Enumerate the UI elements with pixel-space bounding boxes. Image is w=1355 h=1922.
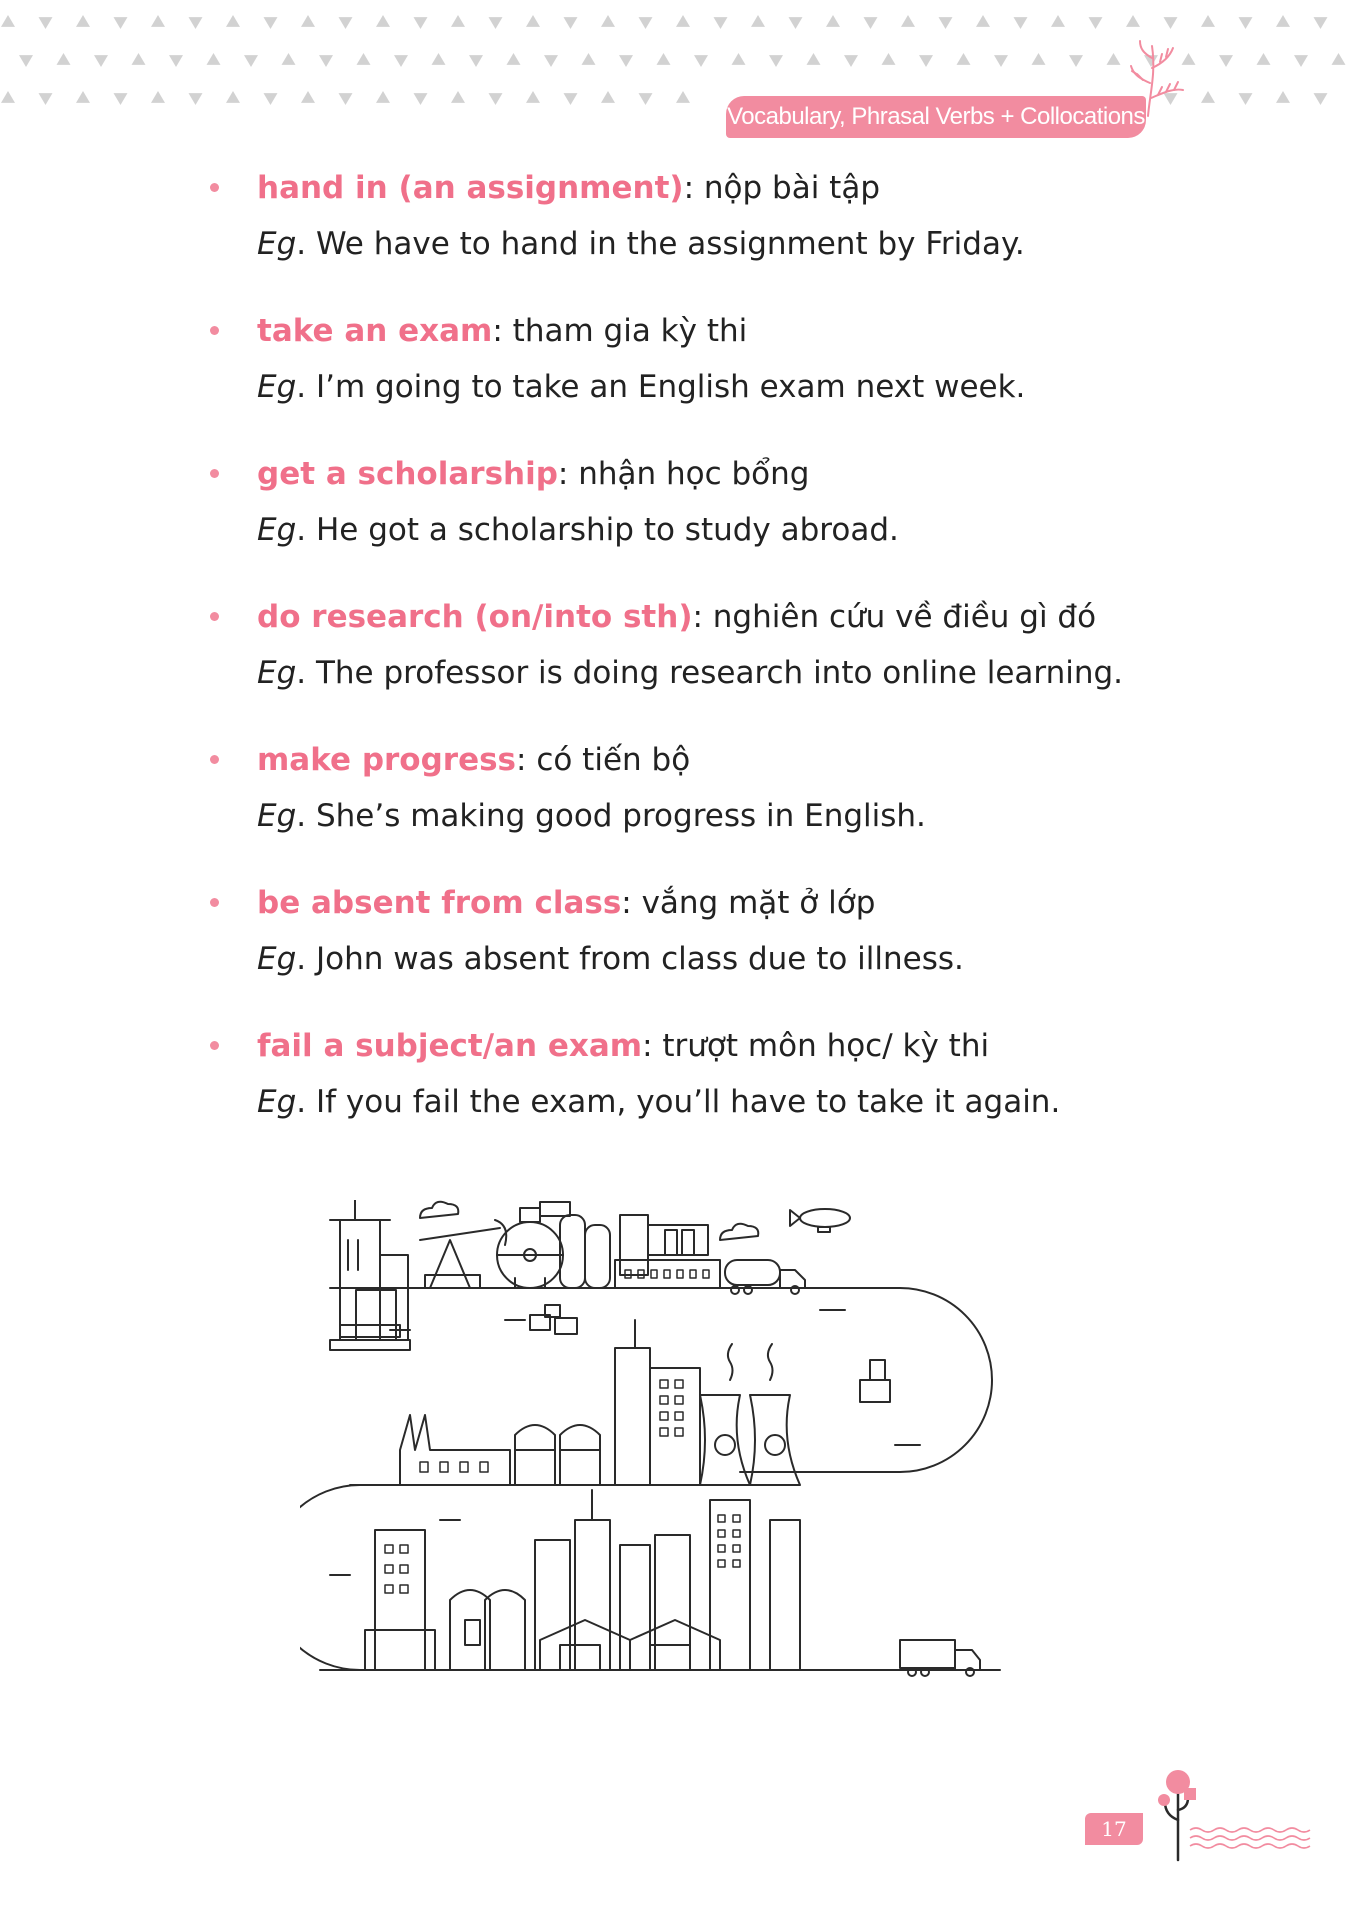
pattern-triangle xyxy=(1014,17,1028,29)
pattern-triangle xyxy=(226,15,240,27)
pattern-triangle xyxy=(714,17,728,29)
vocab-entry xyxy=(200,1018,1150,1130)
bullet-icon xyxy=(210,469,219,478)
example-line xyxy=(257,502,1150,558)
vocab-meaning: : vắng mặt ở lớp xyxy=(621,885,876,921)
pattern-triangle xyxy=(189,17,203,29)
pattern-triangle xyxy=(694,55,708,67)
eg-label: Eg xyxy=(257,655,297,691)
pattern-triangle xyxy=(676,91,690,103)
pattern-triangle xyxy=(264,93,278,105)
term-line xyxy=(257,732,1150,788)
pattern-triangle xyxy=(1126,15,1140,27)
pattern-triangle xyxy=(957,53,971,65)
pattern-triangle xyxy=(189,93,203,105)
pattern-triangle xyxy=(1314,93,1328,105)
pattern-triangle xyxy=(76,91,90,103)
bullet-icon xyxy=(210,898,219,907)
pattern-triangle xyxy=(544,55,558,67)
vocab-entry xyxy=(200,303,1150,415)
vocab-term: fail a subject/an exam xyxy=(257,1028,643,1064)
chapter-title-tag: Vocabulary, Phrasal Verbs + Collocations xyxy=(726,96,1146,138)
pattern-triangle xyxy=(376,91,390,103)
pattern-triangle xyxy=(339,17,353,29)
page-number: 17 xyxy=(1085,1813,1143,1845)
pattern-triangle xyxy=(301,15,315,27)
example-line xyxy=(257,1074,1150,1130)
pattern-triangle xyxy=(469,55,483,67)
pattern-triangle xyxy=(601,15,615,27)
vocab-meaning: : tham gia kỳ thi xyxy=(492,313,748,349)
term-line xyxy=(257,875,1150,931)
vocab-entry xyxy=(200,875,1150,987)
pattern-triangle xyxy=(207,53,221,65)
vocab-entry xyxy=(200,446,1150,558)
pattern-triangle xyxy=(1164,17,1178,29)
pattern-triangle xyxy=(414,17,428,29)
pattern-triangle xyxy=(619,55,633,67)
pattern-triangle xyxy=(976,15,990,27)
pattern-triangle xyxy=(1276,91,1290,103)
vocabulary-list xyxy=(200,160,1150,1161)
pattern-triangle xyxy=(451,15,465,27)
pattern-triangle xyxy=(132,53,146,65)
pattern-triangle xyxy=(864,17,878,29)
pattern-triangle xyxy=(151,91,165,103)
pattern-triangle xyxy=(451,91,465,103)
pattern-triangle xyxy=(807,53,821,65)
example-sentence: . John was absent from class due to illness. xyxy=(296,941,964,977)
pattern-triangle xyxy=(751,15,765,27)
pattern-triangle xyxy=(244,55,258,67)
vocab-term: be absent from class xyxy=(257,885,622,921)
pattern-triangle xyxy=(414,93,428,105)
pattern-triangle xyxy=(919,55,933,67)
pattern-triangle xyxy=(169,55,183,67)
vocab-term: take an exam xyxy=(257,313,493,349)
pattern-triangle xyxy=(1276,15,1290,27)
vocab-meaning: : trượt môn học/ kỳ thi xyxy=(642,1028,990,1064)
bullet-icon xyxy=(210,755,219,764)
pattern-triangle xyxy=(339,93,353,105)
pattern-triangle xyxy=(1,15,15,27)
pattern-triangle xyxy=(826,15,840,27)
pattern-triangle xyxy=(39,93,53,105)
pattern-triangle xyxy=(489,93,503,105)
pattern-triangle xyxy=(301,91,315,103)
pattern-triangle xyxy=(582,53,596,65)
eg-label: Eg xyxy=(257,369,297,405)
example-line xyxy=(257,645,1150,701)
eg-label: Eg xyxy=(257,941,297,977)
pattern-triangle xyxy=(732,53,746,65)
pattern-triangle xyxy=(114,17,128,29)
pattern-triangle xyxy=(357,53,371,65)
pattern-triangle xyxy=(564,93,578,105)
bullet-icon xyxy=(210,1041,219,1050)
vocab-term: do research (on/into sth) xyxy=(257,599,693,635)
example-sentence: . She’s making good progress in English. xyxy=(296,798,926,834)
pattern-triangle xyxy=(789,17,803,29)
example-sentence: . I’m going to take an English exam next week. xyxy=(296,369,1026,405)
pattern-triangle xyxy=(94,55,108,67)
pattern-triangle xyxy=(1,91,15,103)
eg-label: Eg xyxy=(257,1084,297,1120)
pattern-triangle xyxy=(639,17,653,29)
pattern-triangle xyxy=(1332,53,1346,65)
example-sentence: . If you fail the exam, you’ll have to take it again. xyxy=(296,1084,1061,1120)
tree-wave-decoration-icon xyxy=(1150,1760,1350,1870)
pattern-triangle xyxy=(844,55,858,67)
vocab-term: get a scholarship xyxy=(257,456,558,492)
example-line xyxy=(257,216,1150,272)
vocab-entry xyxy=(200,160,1150,272)
pattern-triangle xyxy=(1089,17,1103,29)
pattern-triangle xyxy=(226,91,240,103)
bullet-icon xyxy=(210,326,219,335)
pattern-triangle xyxy=(507,53,521,65)
pattern-triangle xyxy=(1239,17,1253,29)
example-line xyxy=(257,359,1150,415)
example-line xyxy=(257,788,1150,844)
pattern-triangle xyxy=(151,15,165,27)
pattern-triangle xyxy=(526,91,540,103)
term-line xyxy=(257,446,1150,502)
pattern-triangle xyxy=(432,53,446,65)
pattern-triangle xyxy=(676,15,690,27)
vocab-entry xyxy=(200,732,1150,844)
example-sentence: . He got a scholarship to study abroad. xyxy=(296,512,899,548)
pattern-triangle xyxy=(564,17,578,29)
vocab-meaning: : nghiên cứu về điều gì đó xyxy=(692,599,1097,635)
term-line xyxy=(257,160,1150,216)
pattern-triangle xyxy=(1219,55,1233,67)
pattern-triangle xyxy=(1051,15,1065,27)
pattern-triangle xyxy=(1257,53,1271,65)
pattern-triangle xyxy=(19,55,33,67)
pattern-triangle xyxy=(901,15,915,27)
pattern-triangle xyxy=(939,17,953,29)
example-sentence: . The professor is doing research into online learning. xyxy=(296,655,1124,691)
example-line xyxy=(257,931,1150,987)
pattern-triangle xyxy=(601,91,615,103)
bullet-icon xyxy=(210,183,219,192)
vocab-meaning: : nhận học bổng xyxy=(557,456,810,492)
pattern-triangle xyxy=(114,93,128,105)
vocab-entry xyxy=(200,589,1150,701)
bullet-icon xyxy=(210,612,219,621)
pattern-triangle xyxy=(264,17,278,29)
pattern-triangle xyxy=(282,53,296,65)
pattern-triangle xyxy=(376,15,390,27)
pattern-triangle xyxy=(1314,17,1328,29)
pattern-triangle xyxy=(1294,55,1308,67)
pattern-triangle xyxy=(1107,53,1121,65)
vocab-term: make progress xyxy=(257,742,517,778)
eg-label: Eg xyxy=(257,512,297,548)
example-sentence: . We have to hand in the assignment by Friday. xyxy=(296,226,1025,262)
pattern-triangle xyxy=(1239,93,1253,105)
pattern-triangle xyxy=(1069,55,1083,67)
term-line xyxy=(257,303,1150,359)
pattern-triangle xyxy=(39,17,53,29)
vocab-meaning: : có tiến bộ xyxy=(516,742,691,778)
pattern-triangle xyxy=(657,53,671,65)
pattern-triangle xyxy=(76,15,90,27)
term-line xyxy=(257,1018,1150,1074)
eg-label: Eg xyxy=(257,226,297,262)
industrial-city-illustration xyxy=(300,1200,1020,1700)
pattern-triangle xyxy=(489,17,503,29)
pattern-triangle xyxy=(394,55,408,67)
term-line xyxy=(257,589,1150,645)
vocab-term: hand in (an assignment) xyxy=(257,170,684,206)
pattern-triangle xyxy=(882,53,896,65)
vocab-meaning: : nộp bài tập xyxy=(683,170,880,206)
pattern-triangle xyxy=(769,55,783,67)
pattern-triangle xyxy=(994,55,1008,67)
pattern-triangle xyxy=(526,15,540,27)
pattern-triangle xyxy=(1032,53,1046,65)
eg-label: Eg xyxy=(257,798,297,834)
pattern-triangle xyxy=(319,55,333,67)
pattern-triangle xyxy=(57,53,71,65)
pattern-triangle xyxy=(639,93,653,105)
pattern-triangle xyxy=(1201,15,1215,27)
